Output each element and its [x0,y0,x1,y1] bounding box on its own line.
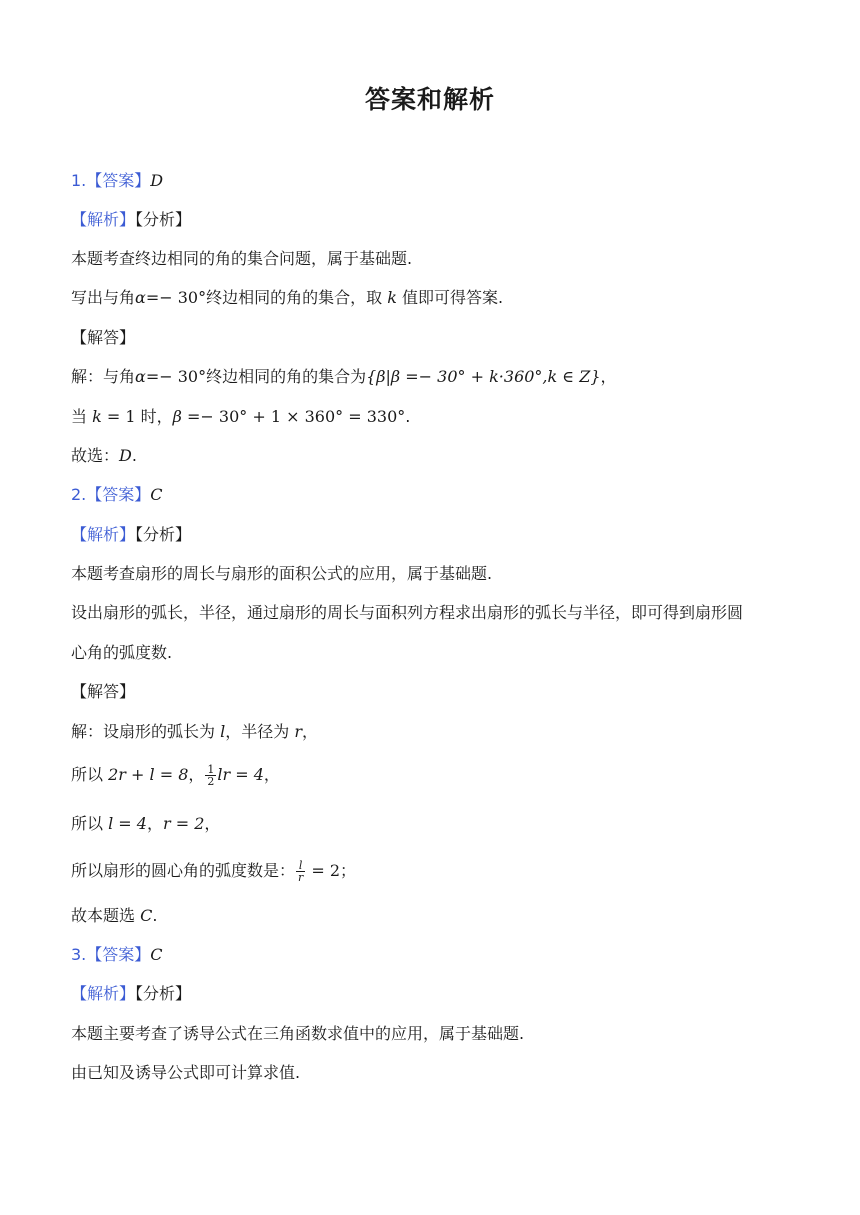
q1-fenxi-alpha: α [135,288,146,307]
q2-sol-4a: 所以扇形的圆心角的弧度数是： [71,861,296,880]
q1-number: 1. [71,171,87,190]
q1-sol-1b: 终边相同的角的集合为 [206,367,367,386]
q1-sol-1a: 解：与角 [71,367,136,386]
q1-sol-alpha: α [135,367,146,386]
q1-answer-value: D [150,171,164,190]
q2-solution-line-4 [71,860,356,883]
q3-fenxi-line-1: 本题主要考查了诱导公式在三角函数求值中的应用，属于基础题. [71,1024,525,1043]
q2-sol-perimeter-eq: 2r + l = 8 [108,765,189,784]
q2-sol-5a: 故本题选 [71,906,141,925]
q2-solution-line-2 [71,764,280,787]
q1-sol-beta-value: =− 30° + 1 × 360° = 330° [181,407,406,426]
q3-answer-value: C [150,945,163,964]
q2-solution-line-3 [71,813,220,835]
q2-fenxi-line-1: 本题考查扇形的周长与扇形的面积公式的应用，属于基础题. [71,564,493,583]
q1-answer-line [71,170,163,192]
q2-sol-1c: ， [301,722,318,741]
q1-solution-line-3 [71,445,137,467]
q3-fenxi-line-2: 由已知及诱导公式即可计算求值. [71,1063,301,1082]
q1-fenxi-k: k [387,288,397,307]
q2-sol-lr-num: l [296,860,305,872]
q2-answer-line [71,484,163,506]
q1-sol-set: {β|β =− 30° + k·360°,k ∈ Z} [366,367,601,386]
q2-fenxi-line-3: 心角的弧度数. [71,643,173,662]
q3-analysis-header [71,983,191,1005]
q1-sol-choice: D [119,446,132,465]
q1-jiexi-tag: 【解析】 [71,210,136,229]
q2-answer-tag: 【答案】 [86,485,151,504]
q1-sol-2b: 时， [135,407,173,426]
q1-fenxi-angle: =− 30° [145,288,207,307]
q1-jieda-tag: 【解答】 [71,328,136,347]
q1-sol-2c: . [405,407,411,426]
q1-fenxi-tag: 【分析】 [135,210,192,229]
q2-sol-angle-value: = 2 [306,861,341,880]
q2-sol-l-value: l = 4 [108,814,147,833]
q2-sol-half-den: 2 [207,775,215,788]
q2-sol-lr-den: r [298,871,304,884]
q2-fenxi-line-2: 设出扇形的弧长，半径，通过扇形的周长与面积列方程求出扇形的弧长与半径，即可得到扇形圆 [71,603,744,622]
q2-sol-l: l [220,722,226,741]
q2-sol-3c: ， [204,814,221,833]
q1-sol-k-value: = 1 [101,407,136,426]
q2-jiexi-tag: 【解析】 [71,525,136,544]
q1-sol-k: k [92,407,102,426]
q2-sol-r: r [294,722,302,741]
q1-solution-line-2 [71,406,410,428]
q2-sol-3b: ， [146,814,163,833]
q2-number: 2. [71,485,87,504]
q2-sol-1a: 解：设扇形的弧长为 [71,722,221,741]
q1-fenxi-line-2 [71,287,503,309]
q2-sol-4b: ； [340,861,357,880]
q1-solution-line-1 [71,366,617,388]
q2-sol-1b: ，半径为 [225,722,295,741]
q2-fenxi-tag: 【分析】 [135,525,192,544]
q3-fenxi-tag: 【分析】 [135,984,192,1003]
q1-sol-angle: =− 30° [145,367,207,386]
q2-solution-line-5 [71,905,157,927]
q2-sol-2c: ， [263,765,280,784]
q1-fenxi-2b: 终边相同的角的集合，取 [206,288,388,307]
q3-answer-line [71,944,163,966]
q2-sol-area-eq: lr = 4 [217,765,264,784]
q1-sol-1c: ， [600,367,617,386]
q3-answer-tag: 【答案】 [86,945,151,964]
q1-sol-3a: 故选： [71,446,120,465]
q2-answer-value: C [150,485,163,504]
q2-analysis-header [71,524,191,546]
q3-jiexi-tag: 【解析】 [71,984,136,1003]
q2-sol-3a: 所以 [71,814,109,833]
q1-sol-2a: 当 [71,407,93,426]
q1-sol-beta: β [172,407,182,426]
q1-fenxi-2a: 写出与角 [71,288,136,307]
q2-jieda-tag: 【解答】 [71,682,136,701]
q2-sol-half-fraction [205,764,216,787]
q1-fenxi-2c: 值即可得答案. [396,288,504,307]
q2-sol-half-num: 1 [207,763,215,776]
q1-answer-tag: 【答案】 [86,171,151,190]
q2-sol-5b: . [152,906,158,925]
q2-sol-r-value: r = 2 [162,814,205,833]
q2-solution-line-1 [71,721,318,743]
q1-sol-3b: . [131,446,137,465]
q1-fenxi-line-1: 本题考查终边相同的角的集合问题，属于基础题. [71,249,413,268]
q2-sol-2a: 所以 [71,765,109,784]
q2-sol-choice: C [140,906,153,925]
q2-sol-2b: ， [188,765,205,784]
q3-number: 3. [71,945,87,964]
q1-analysis-header [71,209,191,231]
page-title: 答案和解析 [364,85,495,114]
q2-sol-lr-fraction [296,860,305,883]
